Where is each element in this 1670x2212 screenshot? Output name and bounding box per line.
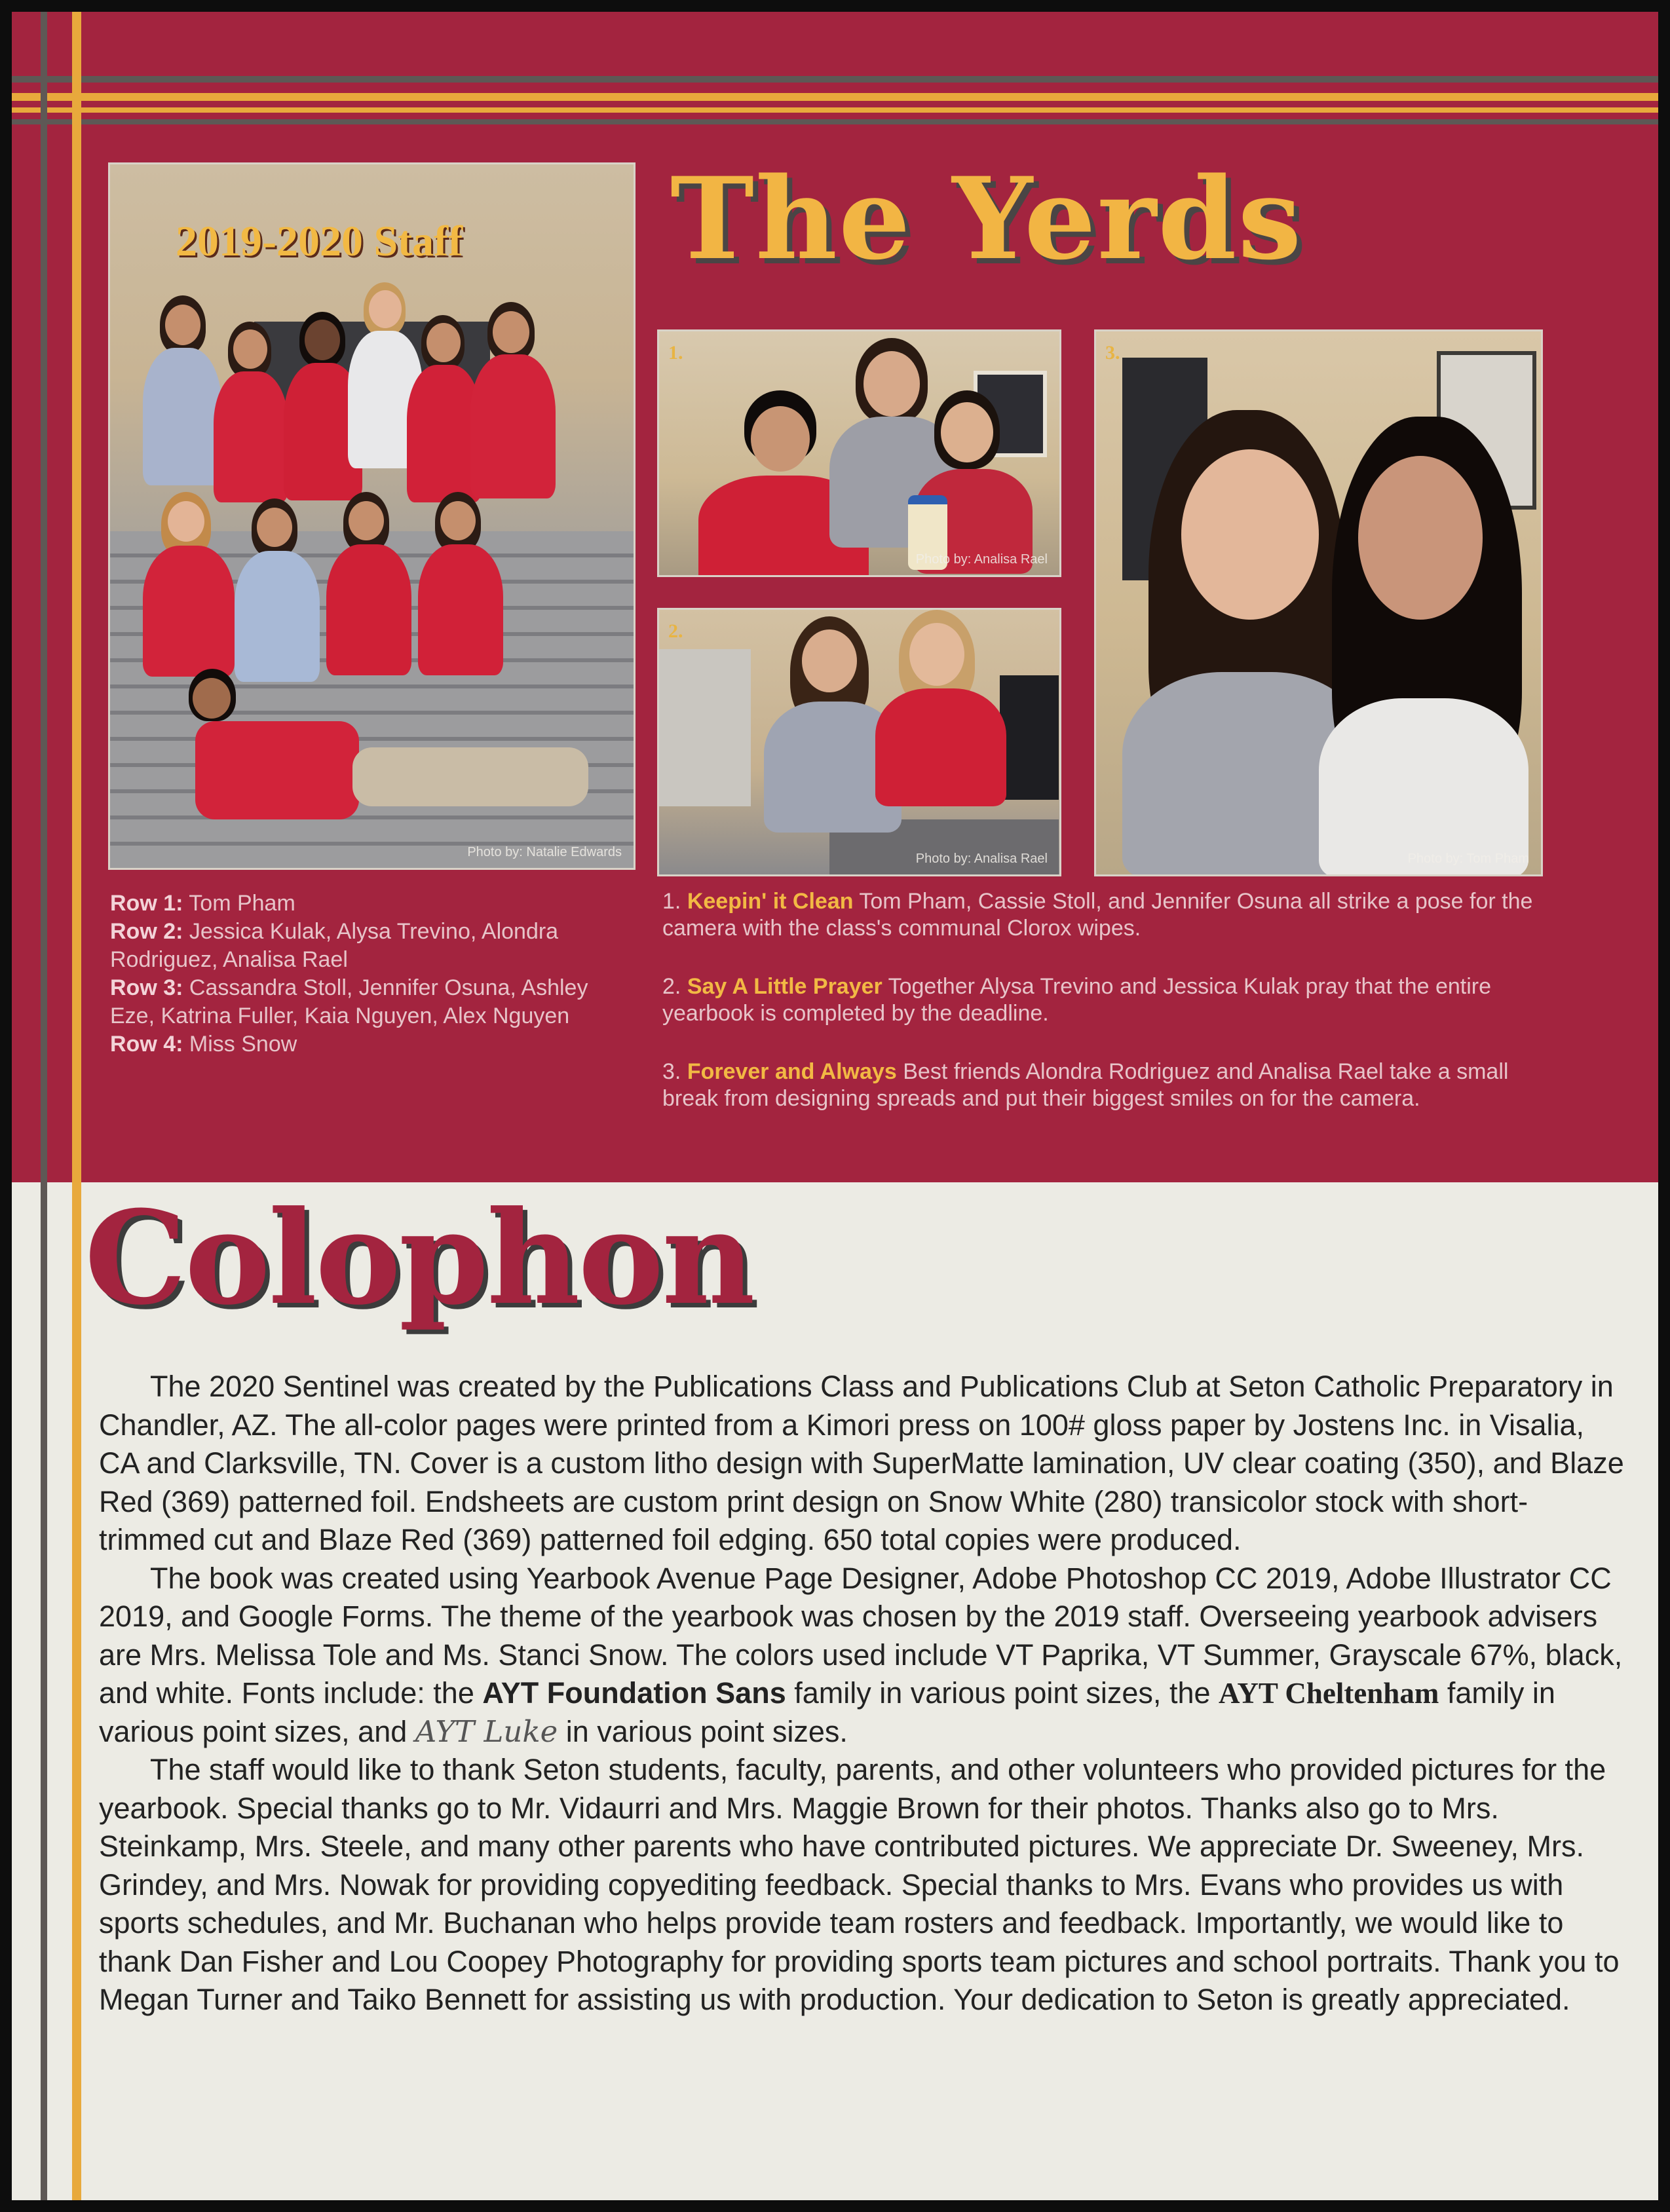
- staff-row-4: Row 4: Miss Snow: [110, 1032, 297, 1057]
- staff-photo-credit: Photo by: Natalie Edwards: [467, 845, 622, 859]
- vertical-gray-stripe: [41, 12, 47, 2200]
- colophon-paragraph-1: The 2020 Sentinel was created by the Publications Class and Publications Club at Seton Catholic Preparatory in Chandler, AZ. The all-color pages were printed from a Kimori press on 100# gloss paper by Jostens Inc. in Visalia, CA and Clarksville, TN. Cover is a custom litho design with SuperMatte lamination, UV clear coating (350), and Blaze Red (369) patterned foil. Endsheets are custom print design on Snow White (280) transicolor stock with short-trimmed cut and Blaze Red (369) patterned foil edging. 650 total copies were produced.: [99, 1370, 1624, 1556]
- staff-row-list: [110, 890, 621, 1059]
- yearbook-page: [12, 12, 1658, 2200]
- photo-1-number: 1.: [668, 342, 683, 364]
- staff-row-2: Row 2: Jessica Kulak, Alysa Trevino, Alondra Rodriguez, Analisa Rael: [110, 919, 559, 972]
- colophon-paragraph-2: The book was created using Yearbook Avenue Page Designer, Adobe Photoshop CC 2019, Adobe Illustrator CC 2019, and Google Forms. The theme of the yearbook was chosen by the 2019 staff. Overseeing yearbook advisers are Mrs. Melissa Tole and Ms. Stanci Snow. The colors used include VT Paprika, VT Summer, Grayscale 67%, black, and white. Fonts include: the AYT Foundation Sans family in various point sizes, the AYT Cheltenham family in various point sizes, and AYT Luke in various point sizes.: [99, 1561, 1623, 1749]
- photo-2: [657, 608, 1061, 876]
- horizontal-gray-stripe: [12, 76, 1658, 83]
- staff-row-3: Row 3: Cassandra Stoll, Jennifer Osuna, Ashley Eze, Katrina Fuller, Kaia Nguyen, Alex Nguyen: [110, 975, 588, 1028]
- photo-3: [1094, 329, 1543, 876]
- staff-row-1: Row 1: Tom Pham: [110, 891, 295, 916]
- caption-3: 3. Forever and Always Best friends Alondra Rodriguez and Analisa Rael take a small break from designing spreads and put their biggest smiles on for the camera.: [662, 1059, 1509, 1111]
- horizontal-gold-stripe-2: [12, 107, 1658, 113]
- caption-1: 1. Keepin' it Clean Tom Pham, Cassie Stoll, and Jennifer Osuna all strike a pose for the camera with the class's communal Clorox wipes.: [662, 889, 1533, 941]
- photo-3-credit: Photo by: Tom Pham: [1407, 852, 1529, 866]
- photo-1-credit: Photo by: Analisa Rael: [915, 552, 1048, 567]
- staff-photo-title: 2019-2020 Staff: [176, 217, 463, 265]
- caption-2: 2. Say A Little Prayer Together Alysa Trevino and Jessica Kulak pray that the entire yearbook is completed by the deadline.: [662, 974, 1492, 1026]
- colophon-body: [99, 1368, 1625, 2019]
- photo-3-number: 3.: [1105, 342, 1120, 364]
- page-title: The Yerds: [670, 152, 1303, 285]
- horizontal-gray-stripe-2: [12, 119, 1658, 124]
- photo-2-credit: Photo by: Analisa Rael: [915, 852, 1048, 866]
- colophon-paragraph-3: The staff would like to thank Seton students, faculty, parents, and other volunteers who provided pictures for the yearbook. Special thanks go to Mr. Vidaurri and Mrs. Maggie Brown for their photos. Thanks also go to Mrs. Steinkamp, Mrs. Steele, and many other parents who have contributed pictures. We appreciate Dr. Sweeney, Mrs. Grindey, and Mrs. Nowak for providing copyediting feedback. Special thanks to Mrs. Evans who provides us with sports schedules, and Mr. Buchanan who helps provide team rosters and feedback. Importantly, we would like to thank Dan Fisher and Lou Coopey Photography for providing sports team pictures and school portraits. Thank you to Megan Turner and Taiko Bennett for assisting us with production. Your dedication to Seton is greatly appreciated.: [99, 1753, 1620, 2016]
- photo-2-number: 2.: [668, 620, 683, 642]
- vertical-gold-stripe: [72, 12, 81, 2200]
- photo-1: [657, 329, 1061, 577]
- horizontal-gold-stripe-1: [12, 93, 1658, 101]
- colophon-title: Colophon: [85, 1183, 753, 1334]
- staff-group-photo: [108, 162, 636, 870]
